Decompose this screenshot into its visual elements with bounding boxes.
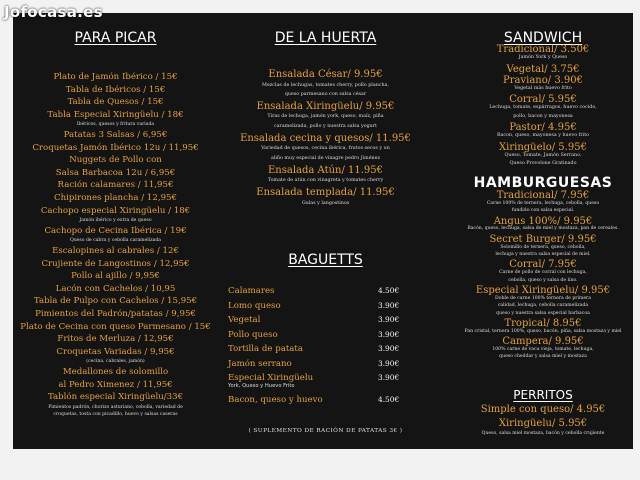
item-description: Carne 100% de ternera, lechuga, cebolla, queso xyxy=(486,200,600,206)
menu-item: Ración calamares / 11,95€ xyxy=(57,180,174,191)
item-description: Bacón, queso, lechuga, salsa de miel y mostaza, pan de cereales. xyxy=(467,226,619,232)
item-description: Tomate de atún con vinagreta y tomates cherry xyxy=(267,178,384,184)
menu-item: Cachopo especial Xiringüelu / 18€ xyxy=(40,205,191,216)
item-description: queso cheddar y salsa miel y mostaza xyxy=(499,354,587,360)
menu-item: Plato de Cecina con queso Parmesano / 15€ xyxy=(20,321,211,332)
menu-item: Pollo al ajillo / 9,95€ xyxy=(71,271,160,282)
menu-item: Patatas 3 Salsas / 6,95€ xyxy=(63,130,168,140)
item-description: Vegetal más huevo frito xyxy=(514,85,572,91)
para-picar-title: PARA PICAR xyxy=(74,30,157,46)
huerta-title: DE LA HUERTA xyxy=(274,30,377,46)
hamburguesas-title: HAMBURGUESAS xyxy=(473,175,613,191)
baguett-name: Calamares xyxy=(228,286,275,296)
menu-item: Tradicional/ 7.95€ xyxy=(496,190,590,201)
menu-item: Chipirones plancha / 12,95€ xyxy=(54,193,177,203)
menu-item: Simple con queso/ 4.95€ xyxy=(480,404,606,415)
menu-item: Medallones de solomillo xyxy=(62,367,169,377)
item-description: fundido con salsa especial. xyxy=(511,208,575,214)
menu-item: Tabla de Quesos / 15€ xyxy=(67,97,164,108)
menu-item: Xiringüelo/ 5.95€ xyxy=(499,141,587,153)
menu-item: Ensalada Atún/ 11.95€ xyxy=(267,164,384,176)
baguett-price: 3.90€ xyxy=(378,315,400,324)
menu-item: Ensalada templada/ 11.95€ xyxy=(256,187,395,199)
baguett-name: Especial Xiringüelu xyxy=(228,373,314,383)
baguett-price: 3.90€ xyxy=(378,373,400,382)
menu-item: Ensalada César/ 9.95€ xyxy=(268,69,383,80)
menu-item: Nuggets de Pollo con xyxy=(69,155,162,166)
item-description: Jamón York y Queso xyxy=(518,55,568,60)
menu-item: Plato de Jamón Ibérico / 15€ xyxy=(53,72,178,82)
item-description: caramelizada, pollo y nuestra salsa yogurt xyxy=(274,123,377,129)
item-description: Pan cristal, ternera 100%, queso, bacón, piña, salsa mostaza y miel xyxy=(464,328,622,334)
menu-item: Tablón especial Xiringüelu/33€ xyxy=(47,392,184,403)
item-description: Mezclas de lechugas, tomates cherry, pollo plancha, xyxy=(262,82,389,88)
menu-item: Corral/ 5.95€ xyxy=(509,94,577,105)
menu-item: Crujiente de Langostinos / 12,95€ xyxy=(41,258,190,269)
item-description: cebolla, queso y salsa de lino. xyxy=(508,277,578,283)
menu-item: Tabla de Pulpo con Cachelos / 15,95€ xyxy=(33,296,198,307)
menu-item: Salsa Barbacoa 12u / 6,95€ xyxy=(55,167,176,178)
item-description: 100% carne de vaca vieja, tomate, lechuga, xyxy=(492,347,594,352)
item-description: Queso de cabra y cebolla caramelizada xyxy=(69,238,162,244)
baguetts-title: BAGUETTS xyxy=(288,252,363,268)
baguett-name: Pollo queso xyxy=(228,329,278,340)
baguett-description: York, Queso y Huevo Frito xyxy=(228,383,295,389)
menu-item: Croquetas Jamón Ibérico 12u / 11,95€ xyxy=(32,142,199,153)
menu-item: Vegetal/ 3.75€ xyxy=(506,63,580,75)
baguett-price: 3.90€ xyxy=(378,344,400,353)
perritos-title: PERRITOS xyxy=(513,388,573,402)
item-description: Bacon, queso, mayonesa y huevo frito xyxy=(496,133,590,138)
menu-item: Tradicional/ 3.50€ xyxy=(496,44,590,55)
item-description: Ibéricos, quesos y fritura variada xyxy=(76,122,155,128)
menu-item: Secret Burger/ 9.95€ xyxy=(489,233,597,245)
menu-item: Pimientos del Padrón/patatas / 9,95€ xyxy=(35,309,196,319)
item-description: croquetas, tosta con picadillo, huevo y salsas caseras xyxy=(53,412,178,418)
item-description: lechuga y nuestra salsa especial de miel. xyxy=(495,252,591,257)
baguett-price: 3.90€ xyxy=(378,358,400,368)
menu-item: Pastor/ 4.95€ xyxy=(509,122,577,133)
sandwich-title: SANDWICH xyxy=(503,30,583,46)
item-description: Jamón ibérico y extra de queso xyxy=(79,218,152,224)
menu-item: Praviano/ 3.90€ xyxy=(503,74,583,86)
baguett-price: 4.50€ xyxy=(378,395,400,404)
menu-item: Tropical/ 8.95€ xyxy=(504,318,582,329)
menu-item: Tabla Especial Xiringüelu / 18€ xyxy=(47,109,184,120)
item-description: queso parmesano con salsa césar xyxy=(284,91,367,97)
baguett-name: Tortilla de patata xyxy=(228,344,303,354)
menu-item: Cachopo de Cecina Ibérica / 19€ xyxy=(44,225,187,236)
item-description: Carne de pollo de corral con lechuga, xyxy=(499,270,587,276)
baguett-price: 4.50€ xyxy=(378,286,400,295)
baguett-name: Jamón serrano xyxy=(228,358,292,369)
menu-item: al Pedro Ximenez / 11,95€ xyxy=(58,379,173,390)
item-description: Gulas y langostinos xyxy=(301,200,350,206)
item-description: pollo, bacon y mayonesa xyxy=(513,113,573,119)
baguett-price: 3.90€ xyxy=(378,300,400,310)
item-description: Queso, salsa miel mostaza, bacón y cebolla crujiente xyxy=(481,431,605,436)
menu-item: Croquetas Variadas / 9,95€ xyxy=(56,346,175,357)
menu-item: Corral/ 7.95€ xyxy=(509,259,577,271)
item-description: Queso Provolone Gratinado xyxy=(509,161,577,166)
potato-supplement-note: ( SUPLEMENTO DE RACIÓN DE PATATAS 3€ ) xyxy=(248,428,403,434)
watermark-logo: Jofocasa.es xyxy=(4,3,103,21)
baguett-name: Bacon, queso y huevo xyxy=(228,395,323,405)
menu-item: Escalopines al cabrales / 12€ xyxy=(52,246,179,256)
item-description: Doble de carne 100% ternera de primera xyxy=(495,295,591,301)
baguett-name: Vegetal xyxy=(228,315,261,325)
item-description: (cecina, cabrales, jamón) xyxy=(86,359,145,365)
item-description: Solomillo de ternera, queso, cebolla, xyxy=(500,244,586,250)
baguett-name: Lomo queso xyxy=(228,300,281,311)
menu-board xyxy=(13,13,633,449)
item-description: calidad, lechuga, cebolla caramelizada xyxy=(497,303,589,309)
menu-item: Especial Xiringüelu/ 9.95€ xyxy=(475,285,611,296)
menu-item: Tabla de Ibéricos / 15€ xyxy=(65,84,166,95)
menu-item: Fritos de Merluza / 12,95€ xyxy=(57,334,174,345)
item-description: Pimientos padrón, chorizo asturiano, cebolla, variedad de xyxy=(48,404,183,410)
menu-item: Xiringüelu/ 5.95€ xyxy=(498,417,588,429)
menu-item: Ensalada cecina y quesos/ 11.95€ xyxy=(240,132,411,144)
item-description: Lechuga, tomate, espárragos, huevo cocido, xyxy=(489,105,597,110)
menu-item: Ensalada Xiringüelu/ 9.95€ xyxy=(256,100,395,112)
menu-item: Angus 100%/ 9.95€ xyxy=(493,215,593,227)
item-description: Variedad de quesos, cecina ibérica, frutos secos y un xyxy=(261,146,390,152)
item-description: queso y nuestra salsa especial barbacoa xyxy=(496,310,590,316)
item-description: Tiras de lechuga, jamón york, queso, maíz, piña xyxy=(267,114,384,120)
menu-item: Campera/ 9.95€ xyxy=(502,336,584,348)
baguett-price: 3.90€ xyxy=(378,329,400,339)
item-description: aliño muy especial de vinagre pedro Jiménez xyxy=(271,155,380,161)
item-description: Queso, Tomate, Jamón Serrano, xyxy=(504,152,582,158)
menu-item: Lacón con Cachelos / 10,95 xyxy=(55,283,176,294)
